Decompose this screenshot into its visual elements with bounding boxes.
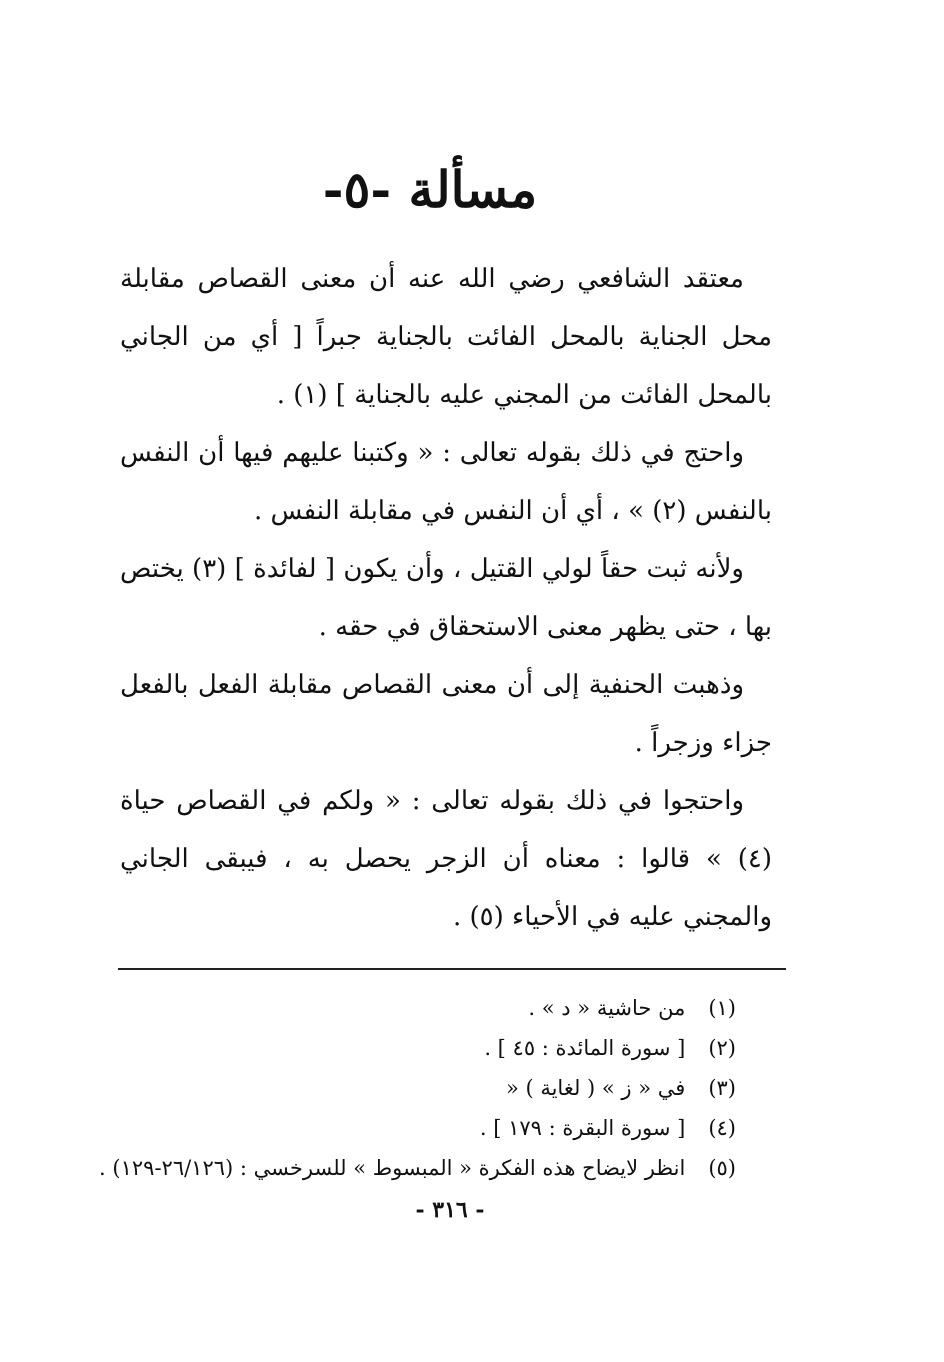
footnote: [110, 1108, 736, 1148]
footnotes: [99, 988, 736, 1188]
page-number: - ٣١٦ -: [415, 1197, 485, 1223]
footnote-text: في « ز » ( لغاية ) «: [505, 1076, 686, 1100]
footnote: [110, 1068, 736, 1108]
footnote-text: [ سورة البقرة : ١٧٩ ] .: [479, 1116, 686, 1140]
section-title: مسألة -٥-: [322, 160, 538, 219]
footnote-text: من حاشية « د » .: [528, 996, 686, 1020]
footnote-text: انظر لايضاح هذه الفكرة « المبسوط » للسرخسي : (٢٦/١٢٦-١٢٩) .: [99, 1156, 686, 1180]
paragraph: معتقد الشافعي رضي الله عنه أن معنى القصاص مقابلة محل الجناية بالمحل الفائت بالجناية جبراً [ أي من الجاني بالمحل الفائت من المجني عليه بالجناية ] (١) .: [120, 264, 772, 410]
footnote-number: (٥): [708, 1156, 736, 1180]
footnote-number: (٤): [708, 1116, 736, 1140]
paragraph: وذهبت الحنفية إلى أن معنى القصاص مقابلة الفعل بالفعل جزاء وزجراً .: [120, 670, 772, 758]
paragraph: واحتج في ذلك بقوله تعالى : « وكتبنا عليهم فيها أن النفس بالنفس (٢) » ، أي أن النفس في مقابلة النفس .: [120, 438, 772, 526]
footnote-divider: [118, 968, 786, 970]
footnote: [110, 988, 736, 1028]
footnote: [110, 1028, 736, 1068]
main-text: [120, 250, 772, 946]
footnote-number: (٣): [708, 1076, 736, 1100]
footnote-text: [ سورة المائدة : ٤٥ ] .: [484, 1036, 686, 1060]
footnote-number: (٢): [708, 1036, 736, 1060]
footnote: [99, 1148, 736, 1188]
paragraph: واحتجوا في ذلك بقوله تعالى : « ولكم في القصاص حياة (٤) » قالوا : معناه أن الزجر يحصل به ، فيبقى الجاني والمجني عليه في الأحياء (٥) .: [120, 786, 772, 932]
paragraph: ولأنه ثبت حقاً لولي القتيل ، وأن يكون [ لفائدة ] (٣) يختص بها ، حتى يظهر معنى الاستحقاق في حقه .: [120, 554, 772, 642]
footnote-number: (١): [708, 996, 736, 1020]
